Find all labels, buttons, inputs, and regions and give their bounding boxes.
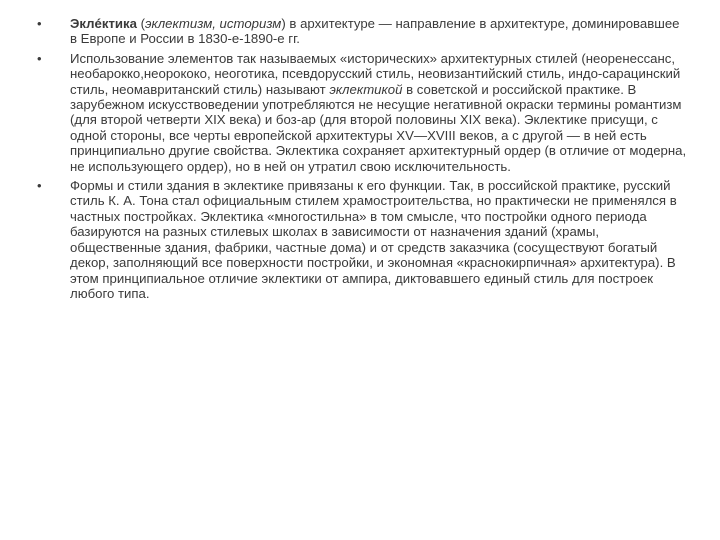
term-eclectic: Эклéктика: [70, 16, 137, 31]
bullet-list: [37, 16, 687, 305]
bullet-item-1: [37, 16, 687, 47]
text-segment: ) в архитектуре — направление в архитектуре, доминировавшее в Европе и России в 1830-е-1890-е гг.: [70, 16, 680, 47]
bullet-icon: •: [37, 178, 42, 194]
text-segment: Формы и стили здания в эклектике привязаны к его функции. Так, в российской практике, русский стиль К. А. Тона стал официальным стилем храмостроительства, но практически не применялся в частных постройках. Эклектика «многостильна» в том смысле, что постройки одного периода базируются на разных стилевых школах в зависимости от назначения зданий (храмы, общественные здания, фабрики, частные дома) и от средств заказчика (сосуществуют богатый декор, заполняющий все поверхности постройки, и экономная «краснокирпичная» архитектура). В этом принципиальное отличие эклектики от ампира, диктовавшего единый стиль для построек любого типа.: [70, 178, 677, 301]
text-segment: (: [136, 16, 146, 31]
text-segment: в советской и российской практике. В зарубежном искусствоведении употребляются не несущие негативной окраски термины романтизм (для второй четверти XIX века) и боз-ар (для второй половины XIX века). Эклектике присущи, с одной стороны, все черты европейской архитектуры XV—XVIII веков, а с другой — в ней есть принципиально другие свойства. Эклектика сохраняет архитектурный ордер (в отличие от модерна, не использующего ордер), но в ней он утратил свою исключительность.: [70, 81, 687, 174]
text-italic-segment: эклектикой: [329, 81, 403, 97]
bullet-item-2: [37, 51, 687, 174]
bullet-item-3: [37, 178, 687, 301]
text-segment: Использование элементов так называемых «исторических» архитектурных стилей (неоренессанс, необарокко,неорококо, неоготика, псевдорусский стиль, неовизантийский стиль, индо-сарацинский стиль, неомавританский стиль) называют: [70, 50, 681, 97]
text-italic-segment: эклектизм, историзм: [145, 16, 282, 31]
bullet-icon: •: [37, 16, 42, 31]
bullet-icon: •: [37, 50, 42, 66]
